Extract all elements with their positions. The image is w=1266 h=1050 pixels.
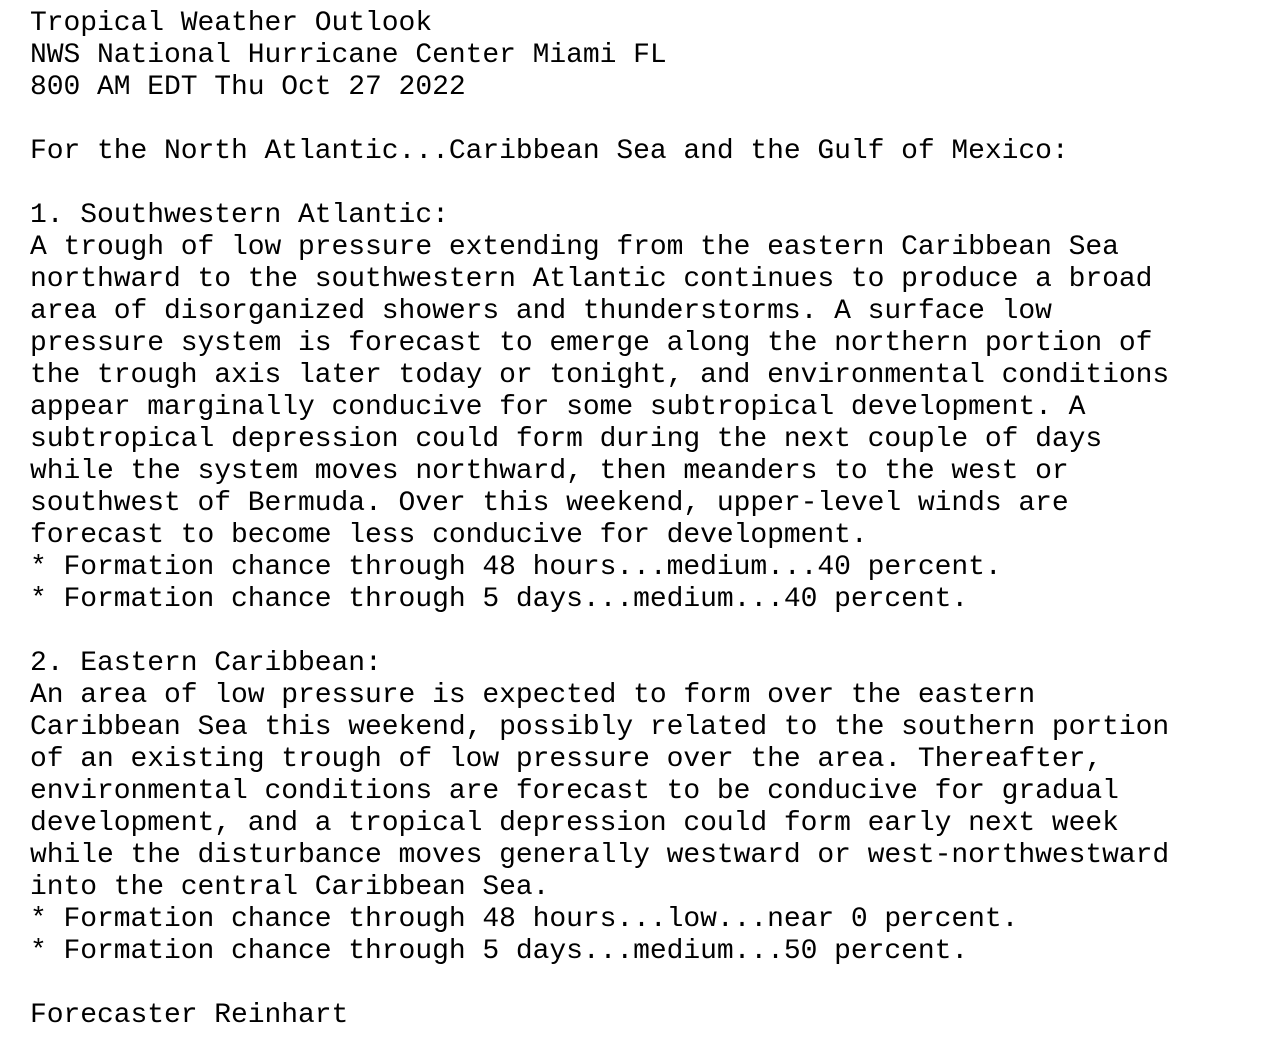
blank-line <box>30 968 1260 1000</box>
blank-line <box>30 168 1260 200</box>
system-body-line: An area of low pressure is expected to form over the eastern <box>30 680 1036 711</box>
system-body-line: of an existing trough of low pressure over the area. Thereafter, <box>30 744 1103 775</box>
system-body-line: southwest of Bermuda. Over this weekend, upper-level winds are <box>30 488 1069 519</box>
system-heading: 1. Southwestern Atlantic: <box>30 200 449 231</box>
system-body-line: the trough axis later today or tonight, and environmental conditions <box>30 360 1170 391</box>
system-body-line: appear marginally conducive for some subtropical development. A <box>30 392 1086 423</box>
forecaster-signoff: Forecaster Reinhart <box>30 1000 349 1031</box>
system-body-line: while the system moves northward, then meanders to the west or <box>30 456 1069 487</box>
system-body-line: pressure system is forecast to emerge along the northern portion of <box>30 328 1153 359</box>
system-heading: 2. Eastern Caribbean: <box>30 648 382 679</box>
system-body-line: area of disorganized showers and thunderstorms. A surface low <box>30 296 1052 327</box>
system-body-line: northward to the southwestern Atlantic continues to produce a broad <box>30 264 1153 295</box>
formation-chance-5d: * Formation chance through 5 days...medium...50 percent. <box>30 936 969 967</box>
system-body-line: environmental conditions are forecast to be conducive for gradual <box>30 776 1119 807</box>
document-title: Tropical Weather Outlook <box>30 8 433 39</box>
formation-chance-5d: * Formation chance through 5 days...medium...40 percent. <box>30 584 969 615</box>
system-body-line: Caribbean Sea this weekend, possibly related to the southern portion <box>30 712 1170 743</box>
blank-line <box>30 616 1260 648</box>
system-body-line: forecast to become less conducive for development. <box>30 520 868 551</box>
system-body-line: while the disturbance moves generally westward or west-northwestward <box>30 840 1170 871</box>
system-body-line: development, and a tropical depression could form early next week <box>30 808 1119 839</box>
region-intro: For the North Atlantic...Caribbean Sea and the Gulf of Mexico: <box>30 136 1069 167</box>
system-body-line: subtropical depression could form during the next couple of days <box>30 424 1103 455</box>
system-body-line: A trough of low pressure extending from the eastern Caribbean Sea <box>30 232 1119 263</box>
blank-line <box>30 104 1260 136</box>
outlook-document <box>30 8 1260 1032</box>
formation-chance-48h: * Formation chance through 48 hours...medium...40 percent. <box>30 552 1002 583</box>
issuing-office: NWS National Hurricane Center Miami FL <box>30 40 667 71</box>
system-body-line: into the central Caribbean Sea. <box>30 872 550 903</box>
issue-time: 800 AM EDT Thu Oct 27 2022 <box>30 72 466 103</box>
formation-chance-48h: * Formation chance through 48 hours...low...near 0 percent. <box>30 904 1019 935</box>
